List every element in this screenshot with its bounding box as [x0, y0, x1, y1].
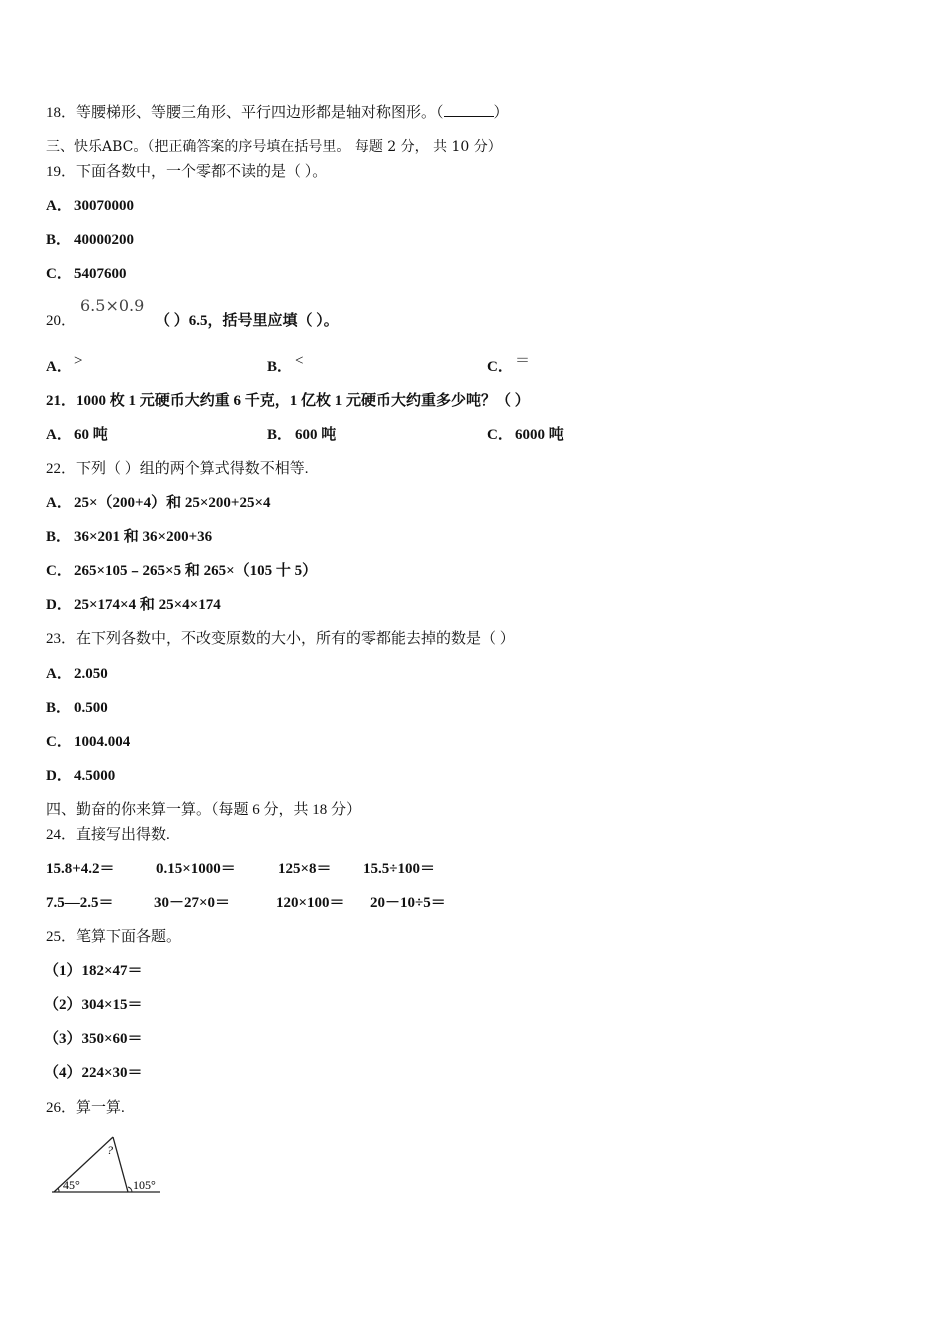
- option-text: 4.5000: [74, 768, 116, 784]
- calc-item: （4）224×30＝: [44, 1065, 143, 1081]
- question-20-number: 20．: [46, 313, 77, 329]
- option-22-d: [46, 595, 221, 615]
- right-angle-arc: [128, 1187, 132, 1192]
- option-23-d: [46, 766, 115, 786]
- calc-item: 125×8＝: [278, 861, 332, 877]
- option-text: 2.050: [74, 666, 108, 682]
- option-text: 30070000: [74, 198, 134, 214]
- option-text: 265×105﹣265×5 和 265×（105 十 5）: [74, 563, 318, 579]
- option-23-b: [46, 698, 108, 718]
- math-expression: 6.5×0.9: [80, 296, 145, 315]
- question-26-stem: 26．算一算.: [46, 1100, 125, 1116]
- option-text: 600 吨: [295, 427, 337, 443]
- question-24-stem: 24．直接写出得数.: [46, 827, 170, 843]
- angle-right-label: 105°: [133, 1178, 156, 1192]
- question-19-stem: 19．下面各数中，一个零都不读的是（ ）。: [46, 164, 328, 180]
- option-label: C．: [46, 734, 72, 750]
- option-label: B．: [267, 359, 293, 375]
- calc-item: 15.5÷100＝: [363, 861, 435, 877]
- calc-item: 30－27×0＝: [154, 895, 231, 911]
- question-22-stem: 22．下列（ ）组的两个算式得数不相等.: [46, 461, 309, 477]
- option-text: >: [74, 353, 83, 369]
- calc-item: （1）182×47＝: [44, 963, 143, 979]
- option-label: A．: [46, 427, 72, 443]
- option-label: A．: [46, 359, 72, 375]
- option-label: B．: [46, 529, 72, 545]
- option-label: C．: [487, 359, 513, 375]
- option-21-b: [267, 425, 336, 445]
- calc-item: （3）350×60＝: [44, 1031, 143, 1047]
- option-19-c: [46, 264, 127, 284]
- option-20-b: [267, 353, 304, 377]
- option-text: ＝: [515, 353, 531, 369]
- option-text: 1004.004: [74, 734, 131, 750]
- angle-top-label: ?: [107, 1143, 113, 1157]
- option-21-a: [46, 425, 108, 445]
- calc-item: 15.8+4.2＝: [46, 861, 115, 877]
- option-23-c: [46, 732, 130, 752]
- section-4-title: 四、勤奋的你来算一算。（每题 6 分，共 18 分）: [46, 802, 362, 818]
- option-label: D．: [46, 597, 72, 613]
- option-label: D．: [46, 768, 72, 784]
- option-label: C．: [46, 563, 72, 579]
- option-19-a: [46, 196, 134, 216]
- question-18-text: 18．等腰梯形、等腰三角形、平行四边形都是轴对称图形。（: [46, 105, 444, 121]
- option-22-c: [46, 561, 317, 581]
- calc-item: 120×100＝: [276, 895, 345, 911]
- option-19-b: [46, 230, 134, 250]
- option-22-a: [46, 493, 271, 513]
- option-label: A．: [46, 198, 72, 214]
- triangle-right-side: [113, 1137, 128, 1192]
- option-label: A．: [46, 666, 72, 682]
- option-text: 25×174×4 和 25×4×174: [74, 597, 221, 613]
- option-text: <: [295, 353, 304, 369]
- option-label: C．: [487, 427, 513, 443]
- option-text: 25×（200+4）和 25×200+25×4: [74, 495, 271, 511]
- question-25-stem: 25．笔算下面各题。: [46, 929, 182, 945]
- option-text: 60 吨: [74, 427, 108, 443]
- answer-blank: [444, 102, 494, 117]
- option-text: 5407600: [74, 266, 127, 282]
- calc-item: 7.5—2.5＝: [46, 895, 114, 911]
- calc-item: 20－10÷5＝: [370, 895, 446, 911]
- option-label: B．: [46, 700, 72, 716]
- section-3-title: 三、快乐ABC。（把正确答案的序号填在括号里。 每题 2 分， 共 10 分）: [46, 139, 502, 155]
- calc-item: 0.15×1000＝: [156, 861, 236, 877]
- option-20-c: [487, 353, 531, 377]
- option-text: 40000200: [74, 232, 134, 248]
- option-label: B．: [267, 427, 293, 443]
- option-23-a: [46, 664, 108, 684]
- question-18-close: ）: [493, 105, 509, 121]
- question-23-stem: 23．在下列各数中，不改变原数的大小，所有的零都能去掉的数是（ ）: [46, 631, 515, 647]
- calc-item: （2）304×15＝: [44, 997, 143, 1013]
- option-text: 6000 吨: [515, 427, 564, 443]
- angle-left-label: 45°: [63, 1178, 80, 1192]
- option-text: 0.500: [74, 700, 108, 716]
- option-label: A．: [46, 495, 72, 511]
- question-20-stem: （ ）6.5，括号里应填（ ）。: [155, 313, 339, 329]
- option-21-c: [487, 425, 564, 445]
- option-22-b: [46, 527, 212, 547]
- triangle-figure: [48, 1130, 168, 1200]
- option-20-a: [46, 353, 83, 377]
- option-label: C．: [46, 266, 72, 282]
- question-21-stem: 21．1000 枚 1 元硬币大约重 6 千克，1 亿枚 1 元硬币大约重多少吨？（ ）: [46, 393, 530, 409]
- option-text: 36×201 和 36×200+36: [74, 529, 213, 545]
- option-label: B．: [46, 232, 72, 248]
- question-18: [46, 102, 509, 123]
